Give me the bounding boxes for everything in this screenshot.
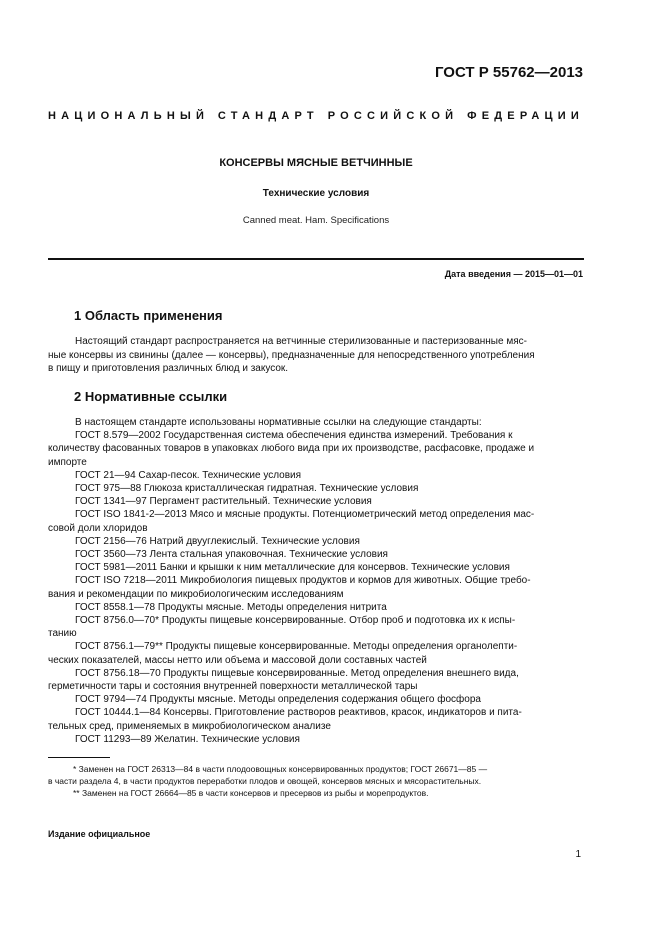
references-list xyxy=(48,416,584,746)
reference-line: ГОСТ 21—94 Сахар-песок. Технические условия xyxy=(75,469,302,481)
footnote-divider xyxy=(48,757,110,758)
reference-item xyxy=(48,561,584,574)
section-2-heading: 2 Нормативные ссылки xyxy=(74,389,228,404)
paragraph-line: Настоящий стандарт распространяется на ветчинные стерилизованные и пастеризованные мяс- xyxy=(75,336,527,347)
national-standard-banner: НАЦИОНАЛЬНЫЙ СТАНДАРТ РОССИЙСКОЙ ФЕДЕРАЦИИ xyxy=(48,110,584,122)
section-1-heading: 1 Область применения xyxy=(74,308,223,323)
reference-line: ГОСТ 975—88 Глюкоза кристаллическая гидратная. Технические условия xyxy=(75,483,419,495)
reference-item xyxy=(48,429,584,469)
footnote-item xyxy=(48,763,584,787)
reference-item xyxy=(48,574,584,600)
reference-line: ГОСТ 8.579—2002 Государственная система обеспечения единства измерений. Требования к xyxy=(75,430,513,442)
reference-item xyxy=(48,469,584,482)
reference-line: ГОСТ 1341—97 Пергамент растительный. Технические условия xyxy=(75,496,372,508)
reference-line: импорте xyxy=(48,456,87,468)
reference-line: ГОСТ 9794—74 Продукты мясные. Методы определения содержания общего фосфора xyxy=(75,694,481,706)
reference-item xyxy=(48,733,584,746)
page-number: 1 xyxy=(575,849,581,860)
reference-line: ГОСТ 8756.0—70* Продукты пищевые консервированные. Отбор проб и подготовка их к испы- xyxy=(75,615,516,627)
footnote-line: в части раздела 4, в части продуктов переработки плодов и овощей, консервов мясных и мясорастительных. xyxy=(48,776,482,786)
reference-line: ГОСТ 5981—2011 Банки и крышки к ним металлические для консервов. Технические условия xyxy=(75,562,510,574)
reference-line: герметичности тары и состояния внутренней поверхности металлической тары xyxy=(48,681,418,693)
official-edition-label: Издание официальное xyxy=(48,829,151,839)
reference-line: тельных сред, применяемых в микробиологическом анализе xyxy=(48,720,331,732)
reference-line: ГОСТ 8558.1—78 Продукты мясные. Методы определения нитрита xyxy=(75,601,387,613)
reference-item xyxy=(48,482,584,495)
reference-line: ГОСТ 2156—76 Натрий двууглекислый. Технические условия xyxy=(75,535,360,547)
introduction-date: Дата введения — 2015—01—01 xyxy=(444,269,583,279)
reference-item xyxy=(48,706,584,732)
reference-line: ческих показателей, массы нетто или объема и массовой доли составных частей xyxy=(48,654,427,666)
reference-line: танию xyxy=(48,628,77,640)
standard-subtitle: Технические условия xyxy=(262,188,370,199)
reference-line: ГОСТ 11293—89 Желатин. Технические условия xyxy=(75,733,300,745)
reference-line: совой доли хлоридов xyxy=(48,522,148,534)
reference-line: вания и рекомендации по микробиологическим исследованиям xyxy=(48,588,344,600)
reference-item xyxy=(48,508,584,534)
paragraph-line: в пищу и приготовления различных блюд и закусок. xyxy=(48,363,289,374)
document-code: ГОСТ Р 55762—2013 xyxy=(434,64,583,81)
reference-item xyxy=(48,495,584,508)
reference-line: ГОСТ 10444.1—84 Консервы. Приготовление растворов реактивов, красок, индикаторов и пита- xyxy=(75,707,522,719)
reference-item xyxy=(48,548,584,561)
reference-line: ГОСТ 8756.18—70 Продукты пищевые консервированные. Метод определения внешнего вида, xyxy=(75,667,519,679)
header-divider xyxy=(48,258,584,260)
footnote-item xyxy=(48,787,584,799)
reference-item xyxy=(48,667,584,693)
reference-item xyxy=(48,693,584,706)
reference-line: ГОСТ 8756.1—79** Продукты пищевые консервированные. Методы определения органолепти- xyxy=(75,641,518,653)
footnote-line: * Заменен на ГОСТ 26313—84 в части плодоовощных консервированных продуктов; ГОСТ 26671—85 — xyxy=(73,764,488,774)
section-1-paragraph xyxy=(48,335,584,376)
reference-line: ГОСТ 3560—73 Лента стальная упаковочная. Технические условия xyxy=(75,549,388,561)
references-intro: В настоящем стандарте использованы нормативные ссылки на следующие стандарты: xyxy=(75,417,482,428)
paragraph-line: ные консервы из свинины (далее — консервы), предназначенные для непосредственного употребления xyxy=(48,349,535,361)
reference-item xyxy=(48,601,584,614)
footnote-line: ** Заменен на ГОСТ 26664—85 в части консервов и пресервов из рыбы и морепродуктов. xyxy=(73,788,429,798)
reference-line: ГОСТ ISO 1841-2—2013 Мясо и мясные продукты. Потенциометрический метод определения мас- xyxy=(75,509,535,521)
reference-item xyxy=(48,614,584,640)
footnotes xyxy=(48,763,584,799)
standard-title: КОНСЕРВЫ МЯСНЫЕ ВЕТЧИННЫЕ xyxy=(219,157,413,169)
reference-item xyxy=(48,640,584,666)
reference-item xyxy=(48,535,584,548)
english-title: Canned meat. Ham. Specifications xyxy=(242,215,390,226)
reference-line: количеству фасованных товаров в упаковках любого вида при их производстве, расфасовке, продаже и xyxy=(48,443,535,455)
reference-line: ГОСТ ISO 7218—2011 Микробиология пищевых продуктов и кормов для животных. Общие требо- xyxy=(75,575,531,587)
